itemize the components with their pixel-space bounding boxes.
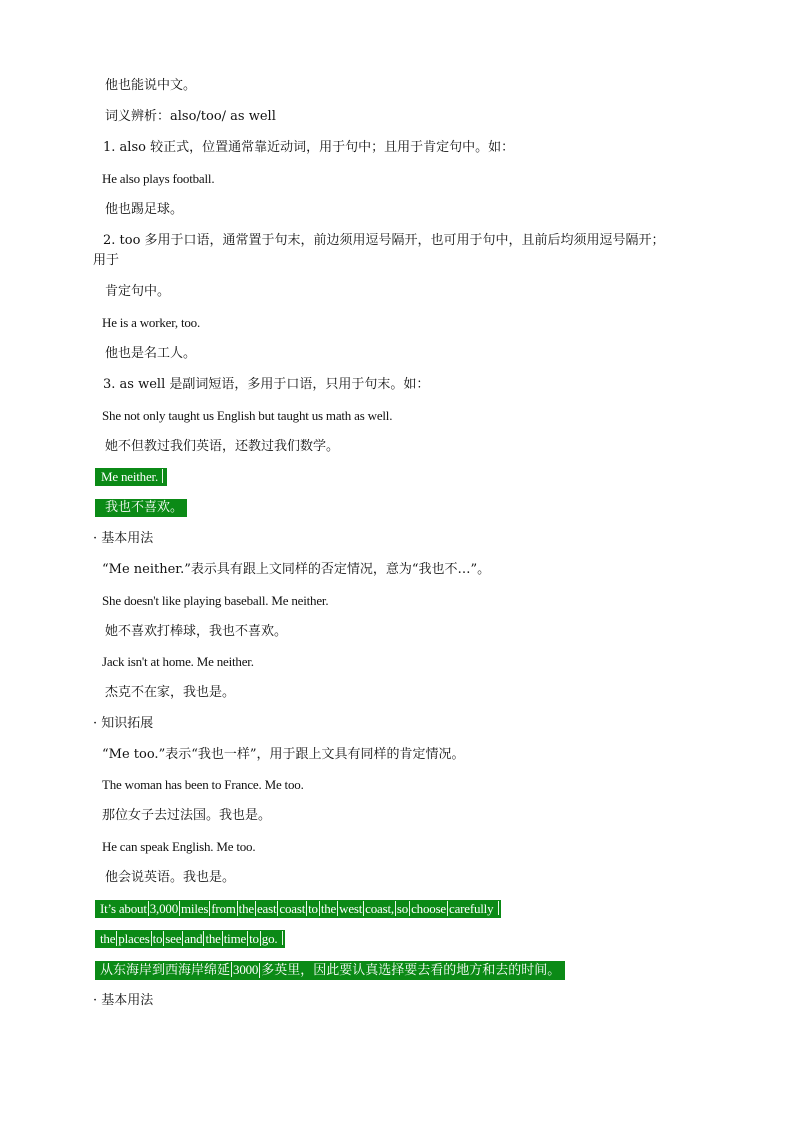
highlighted-translation: 我也不喜欢。 [95, 499, 187, 517]
highlighted-word: to [308, 901, 318, 916]
text-cursor-mark [162, 469, 163, 483]
highlighted-word: the [205, 931, 221, 946]
chinese-sentence: 他也能说中文。 [105, 78, 197, 93]
subsection-heading: · 基本用法 [93, 531, 154, 546]
example-chinese: 他也踢足球。 [105, 202, 184, 217]
explanation-text: 2. too 多用于口语，通常置于句末，前边须用逗号隔开，也可用于句中，且前后均须用逗号隔开； [103, 233, 665, 248]
example-english: Jack isn't at home. Me neither. [102, 654, 254, 669]
text-cursor-mark [498, 901, 499, 915]
highlighted-segment: 多英里，因此要认真选择要去看的地方和去的时间。 [261, 963, 561, 978]
highlighted-word: see [165, 931, 182, 946]
highlighted-word: go. [261, 931, 278, 946]
highlighted-word: the [100, 931, 116, 946]
example-english: He also plays football. [102, 171, 215, 186]
example-english: He can speak English. Me too. [102, 839, 256, 854]
highlighted-word: carefully [449, 901, 494, 916]
explanation-text: 1. also 较正式，位置通常靠近动词，用于句中；且用于肯定句中。如： [103, 140, 515, 155]
highlighted-word: so [396, 901, 409, 916]
explanation-text: 3. as well 是副词短语，多用于口语，只用于句末。如： [103, 377, 430, 392]
section-heading: 词义辨析：also/too/ as well [105, 109, 276, 124]
highlighted-word: choose [411, 901, 446, 916]
highlighted-word: to [249, 931, 259, 946]
highlighted-word: the [238, 901, 254, 916]
example-english: She not only taught us English but taught us math as well. [102, 408, 393, 423]
highlighted-segment: 从东海岸到西海岸绵延 [100, 963, 231, 978]
highlighted-sentence [95, 900, 501, 918]
example-english: He is a worker, too. [102, 315, 201, 330]
highlighted-word: 3,000 [149, 901, 179, 916]
explanation-text-continued: 肯定句中。 [105, 284, 171, 299]
example-chinese: 他也是名工人。 [105, 346, 197, 361]
highlighted-word: to [152, 931, 163, 946]
highlighted-word: miles [181, 901, 209, 916]
highlighted-word: from [211, 901, 236, 916]
explanation-text: “Me too.”表示“我也一样”，用于跟上文具有同样的肯定情况。 [102, 747, 465, 762]
highlighted-word: places [118, 931, 150, 946]
highlighted-word: It’s about [100, 901, 147, 916]
example-english: She doesn't like playing baseball. Me neither. [102, 593, 329, 608]
highlighted-phrase-text: Me neither. [101, 469, 159, 484]
highlighted-sentence-continued [95, 930, 285, 948]
highlighted-translation [95, 961, 565, 980]
example-chinese: 她不喜欢打棒球，我也不喜欢。 [105, 624, 288, 639]
highlighted-phrase [95, 468, 167, 486]
example-chinese: 她不但教过我们英语，还教过我们数学。 [105, 439, 340, 454]
highlighted-word: time [223, 931, 247, 946]
example-english: The woman has been to France. Me too. [102, 777, 304, 792]
highlighted-word: east [256, 901, 277, 916]
highlighted-word: coast, [365, 901, 394, 916]
text-cursor-mark [282, 931, 283, 945]
highlighted-segment: 3000 [233, 962, 259, 977]
highlighted-word: coast [279, 901, 306, 916]
example-chinese: 杰克不在家，我也是。 [105, 685, 236, 700]
highlighted-word: and [184, 931, 203, 946]
highlighted-word: west [339, 901, 363, 916]
explanation-text: “Me neither.”表示具有跟上文同样的否定情况，意为“我也不…”。 [102, 562, 491, 577]
explanation-text-continued: 用于 [93, 253, 120, 268]
example-chinese: 他会说英语。我也是。 [105, 870, 236, 885]
subsection-heading: · 基本用法 [93, 993, 154, 1008]
subsection-heading: · 知识拓展 [93, 716, 154, 731]
highlighted-word: the [320, 901, 337, 916]
example-chinese: 那位女子去过法国。我也是。 [102, 808, 272, 823]
